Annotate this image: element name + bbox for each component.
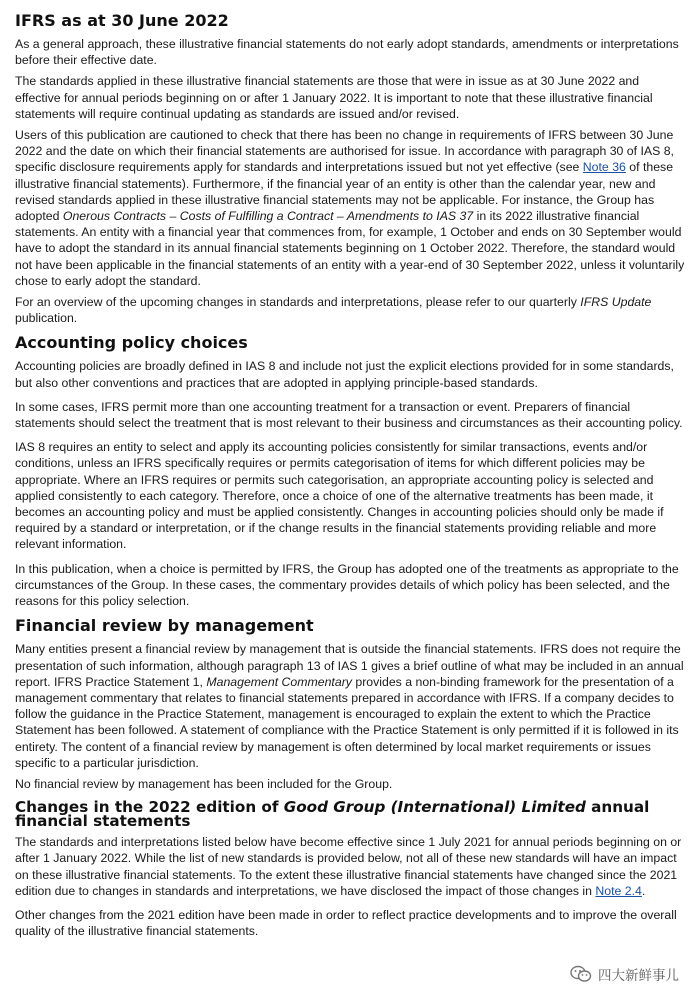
paragraph: Other changes from the 2021 edition have been made in order to reflect practice developments and to improve the overall quality of the illustrative financial statements.: [15, 907, 677, 939]
paragraph: As a general approach, these illustrative financial statements do not early adopt standards, amendments or interpretations before their effective date.: [15, 37, 679, 68]
paragraph: In this publication, when a choice is permitted by IFRS, the Group has adopted one of the treatments as appropriate to the circumstances of the Group. In these cases, the commentary provides details of which policy has been selected, and the reasons for this policy selection.: [15, 561, 679, 609]
heading-run: annual financial statements: [15, 798, 650, 831]
text-run: publication.: [15, 311, 78, 326]
text-run: The standards and interpretations listed below have become effective since 1 July 2021 for annual periods beginning on or after 1 January 2022. While the list of new standards is provided below, not all of these new standards will have an impact on these illustrative financial statements. To the extent these illustrative financial statements have changed since the 2021 edition due to changes in standards and interpretations, we have disclosed the impact of those changes in: [15, 835, 682, 898]
paragraph: No financial review by management has been included for the Group.: [15, 776, 393, 791]
italic-title: Onerous Contracts – Costs of Fulfilling a Contract – Amendments to IAS 37: [62, 209, 474, 224]
text-run: in its 2022 illustrative financial statements. An entity with a financial year that commences from, for example, 1 October and ends on 30 September would have to adopt the standard in its annual financial statements beginning on 1 October 2022. Therefore, the standard would not have been applicable in the financial statements of an entity with a year-end of 30 September 2022, unless it voluntarily chose to early adopt the standard.: [15, 209, 685, 288]
paragraph: [15, 294, 685, 326]
italic-title: IFRS Update: [580, 295, 652, 310]
heading-italic: Good Group (International) Limited: [283, 798, 586, 817]
paragraph: The standards applied in these illustrative financial statements are those that were in issue as at 30 June 2022 and effective for annual periods beginning on or after 1 January 2022. It is important to note that these illustrative financial statements will require continual updating as standards are issued and/or revised.: [15, 74, 653, 121]
text-run: For an overview of the upcoming changes in standards and interpretations, please refer to our quarterly: [15, 295, 581, 310]
text-run: Many entities present a financial review by management that is outside the financial statements. IFRS does not require the presentation of such information, although paragraph 13 of IAS 1 gives a brief outline of what may be included in an annual report. IFRS Practice Statement 1,: [15, 642, 684, 689]
text-run: .: [641, 883, 646, 898]
paragraph: IAS 8 requires an entity to select and apply its accounting policies consistently for similar transactions, events and/or conditions, unless an IFRS specifically requires or permits categorisation of items for which different policies may be appropriate. Where an IFRS requires or permits such categorisation, an appropriate accounting policy is selected and applied consistently to each category. Therefore, once a choice of one of the alternative treatments has been made, it becomes an accounting policy and must be applied consistently. Changes in accounting policies should only be made if required by a standard or interpretation, or if the change results in the financial statements providing reliable and more relevant information.: [15, 440, 664, 552]
note-2-4-link[interactable]: Note 2.4: [595, 883, 642, 898]
watermark-text: 四大新鲜事儿: [598, 968, 679, 984]
heading-changes-2022-edition: [15, 798, 685, 831]
heading-financial-review: Financial review by management: [15, 616, 314, 636]
watermark: [570, 964, 679, 984]
heading-accounting-policy-choices: Accounting policy choices: [15, 333, 248, 353]
italic-title: Management Commentary: [206, 674, 352, 689]
text-run: of these illustrative financial statements). Furthermore, if the financial year of an entity is other than the calendar year, new and revised standards applied in these illustrative financial statements may not be applicable. For instance, the Group has adopted: [15, 160, 674, 224]
wechat-icon: [570, 965, 592, 983]
document-page: [15, 12, 685, 944]
paragraph: In some cases, IFRS permit more than one accounting treatment for a transaction or event. Preparers of financial statements should select the treatment that is most relevant to their business and circumstances as their accounting policy.: [15, 399, 683, 431]
paragraph: [15, 127, 685, 289]
paragraph: [15, 834, 685, 899]
heading-run: Changes in the 2022 edition of: [15, 798, 284, 817]
heading-ifrs-as-at: IFRS as at 30 June 2022: [15, 11, 229, 30]
text-run: provides a non-binding framework for the presentation of a management commentary that relates to financial statements prepared in accordance with IFRS. If a company decides to follow the guidance in the Practice Statement, management is encouraged to explain the extent to which the Practice Statement has been followed. A statement of compliance with the Practice Statement is only permitted if it is followed in its entirety. The content of a financial review by management is often determined by local market requirements or issues specific to a particular jurisdiction.: [15, 674, 679, 770]
text-run: Users of this publication are cautioned to check that there has been no change in requirements of IFRS between 30 June 2022 and the date on which their financial statements are authorised for issue. In accordance with paragraph 30 of IAS 8, specific disclosure requirements apply for standards and interpretations issued but not yet effective (see: [15, 128, 674, 175]
paragraph: [15, 641, 685, 771]
note-36-link[interactable]: Note 36: [582, 160, 626, 175]
paragraph: Accounting policies are broadly defined in IAS 8 and include not just the explicit elections provided for in some standards, but also other conventions and practices that are adopted in applying principle-based standards.: [15, 359, 674, 390]
